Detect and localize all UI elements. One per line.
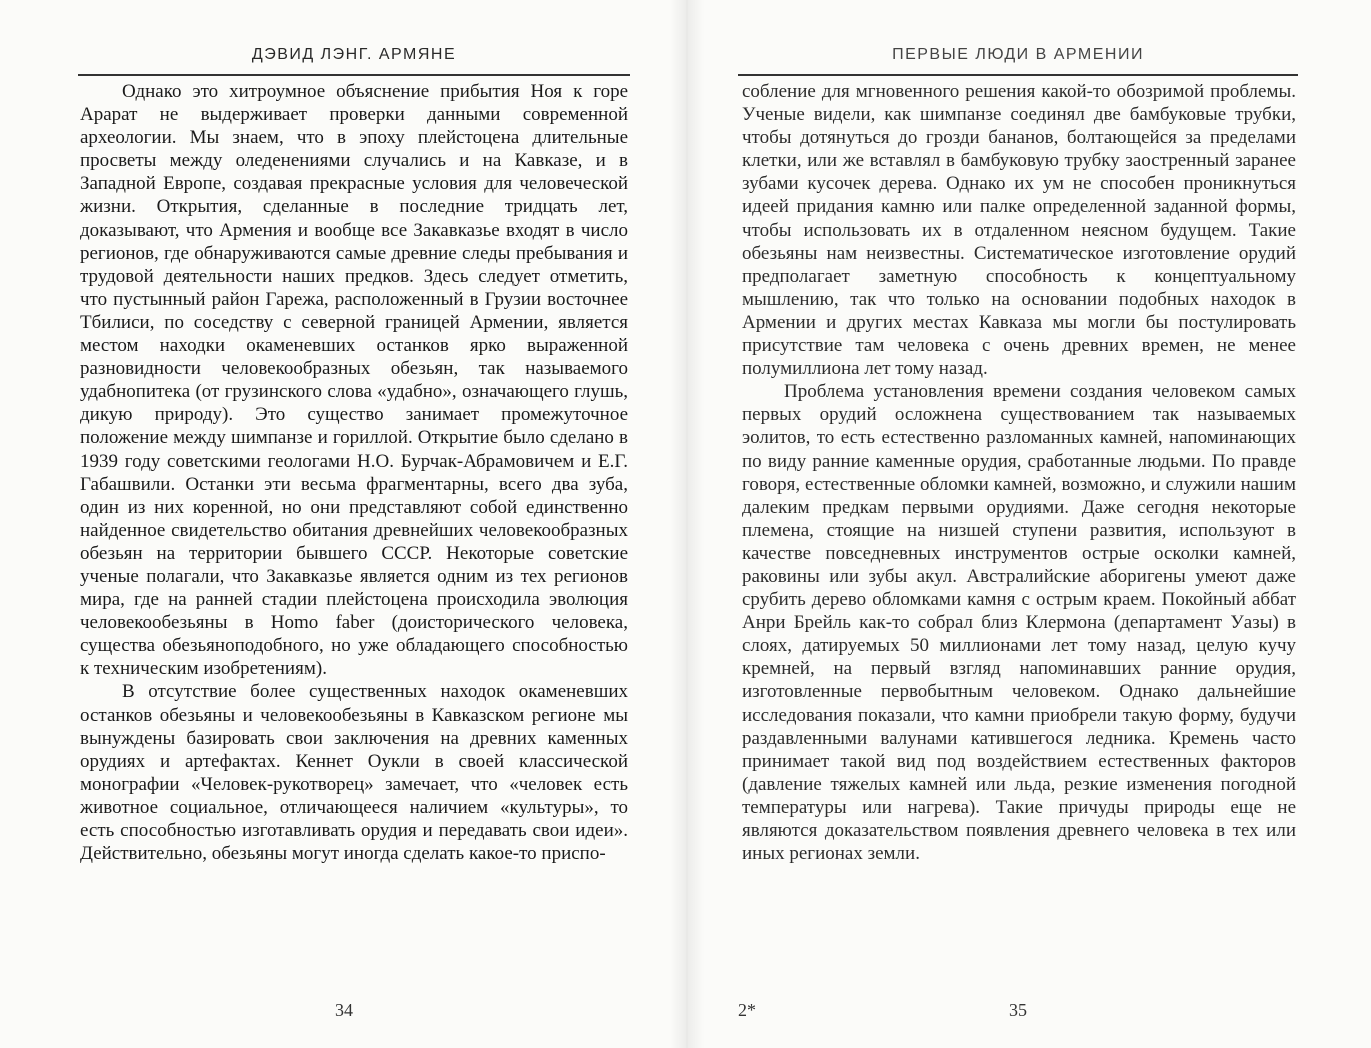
left-running-head: ДЭВИД ЛЭНГ. АРМЯНЕ: [251, 46, 457, 63]
right-paragraph-1: собление для мгновенного решения какой-то обозримой проблемы. Ученые видели, как шимпанзе соединял две бамбуковые трубки, чтобы дотянуться до грозди бананов, болтающейся за пределами клетки, или же вставлял в бамбуковую трубку заостренный заранее зубами кусочек дерева. Однако их ум не способен проникнуться идеей придания камню или палке определенной заданной формы, чтобы использовать их в отдаленном неясном будущем. Такие обезьяны нам неизвестны. Систематическое изготовление орудий предполагает заметную способность к концептуальному мышлению, так что только на основании подобных находок в Армении и других местах Кавказа мы могли бы постулировать присутствие там человека с очень древних времен, не менее полумиллиона лет тому назад.: [742, 81, 1296, 380]
left-paragraph-1: Однако это хитроумное объяснение прибытия Ноя к горе Арарат не выдерживает проверки данными современной археологии. Мы знаем, что в эпоху плейстоцена длительные просветы между оледенениями случались и на Кавказе, и в Западной Европе, создавая прекрасные условия для человеческой жизни. Открытия, сделанные в последние тридцать лет, доказывают, что Армения и вообще все Закавказье входят в число регионов, где обнаруживаются самые древние следы пребывания и трудовой деятельности наших предков. Здесь следует отметить, что пустынный район Гарежа, расположенный в Грузии восточнее Тбилиси, по соседству с северной границей Армении, является местом находки окаменевших останков ярко выраженной разновидности человекообразных обезьян, так называемого удабнопитека (от грузинского слова «удабно», означающего глушь, дикую природу). Это существо занимает промежуточное положение между шимпанзе и гориллой. Открытие было сделано в 1939 году советскими геологами Н.О. Бурчак-Абрамовичем и Е.Г. Габашвили. Останки эти весьма фрагментарны, всего два зуба, один из них коренной, но они представляют собой единственно найденное свидетельство обитания древнейших человекообразных обезьян на территории бывшего СССР. Некоторые советские ученые полагали, что Закавказье является одним из тех регионов мира, где на ранней стадии плейстоцена происходила эволюция человекообезьяны в Homo faber (доисторического человека, существа обезьяноподобного, но уже обладающего способностью к техническим изобретениям).: [80, 81, 628, 680]
right-running-head: ПЕРВЫЕ ЛЮДИ В АРМЕНИИ: [892, 46, 1144, 63]
signature-mark: 2*: [738, 1000, 756, 1020]
right-header-rule: [738, 74, 1298, 76]
right-body-text: [742, 80, 1296, 865]
left-page-number: 34: [335, 1000, 353, 1020]
right-paragraph-2: Проблема установления времени создания человеком самых первых орудий осложнена существованием так называемых эолитов, то есть естественно разломанных камней, напоминающих по виду ранние каменные орудия, сработанные людьми. По правде говоря, естественные обломки камней, возможно, и служили нашим далеким предкам первыми орудиями. Даже сегодня некоторые племена, стоящие на низшей ступени развития, используют в качестве повседневных инструментов острые осколки камней, раковины или зубы акул. Австралийские аборигены умеют даже срубить дерево обломками камня с острым краем. Покойный аббат Анри Брейль как-то собрал близ Клермона (департамент Уазы) в слоях, датируемых 50 миллионами лет тому назад, целую кучу кремней, на первый взгляд напоминавших ранние орудия, изготовленные первобытным человеком. Однако дальнейшие исследования показали, что камни приобрели такую форму, будучи раздавленными валунами катившегося ледника. Кремень часто принимает такой вид под воздействием естественных факторов (давление тяжелых камней или льда, резкие изменения погодной температуры или нагрева). Такие причуды природы еще не являются доказательством появления древнего человека в тех или иных регионах земли.: [742, 381, 1296, 865]
left-paragraph-2: В отсутствие более существенных находок окаменевших останков обезьяны и человекообезьяны в Кавказском регионе мы вынуждены базировать свои заключения на древних каменных орудиях и артефактах. Кеннет Оукли в своей классической монографии «Человек-рукотворец» замечает, что «человек есть животное социальное, отличающееся наличием «культуры», то есть способностью изготавливать орудия и передавать свои идеи». Действительно, обезьяны могут иногда сделать какое-то приспо-: [80, 681, 628, 865]
left-body-text: [80, 80, 628, 865]
book-gutter: [670, 0, 704, 1048]
right-page-number: 35: [1009, 1000, 1027, 1020]
right-page: [686, 0, 1371, 1048]
left-header-rule: [78, 74, 630, 76]
